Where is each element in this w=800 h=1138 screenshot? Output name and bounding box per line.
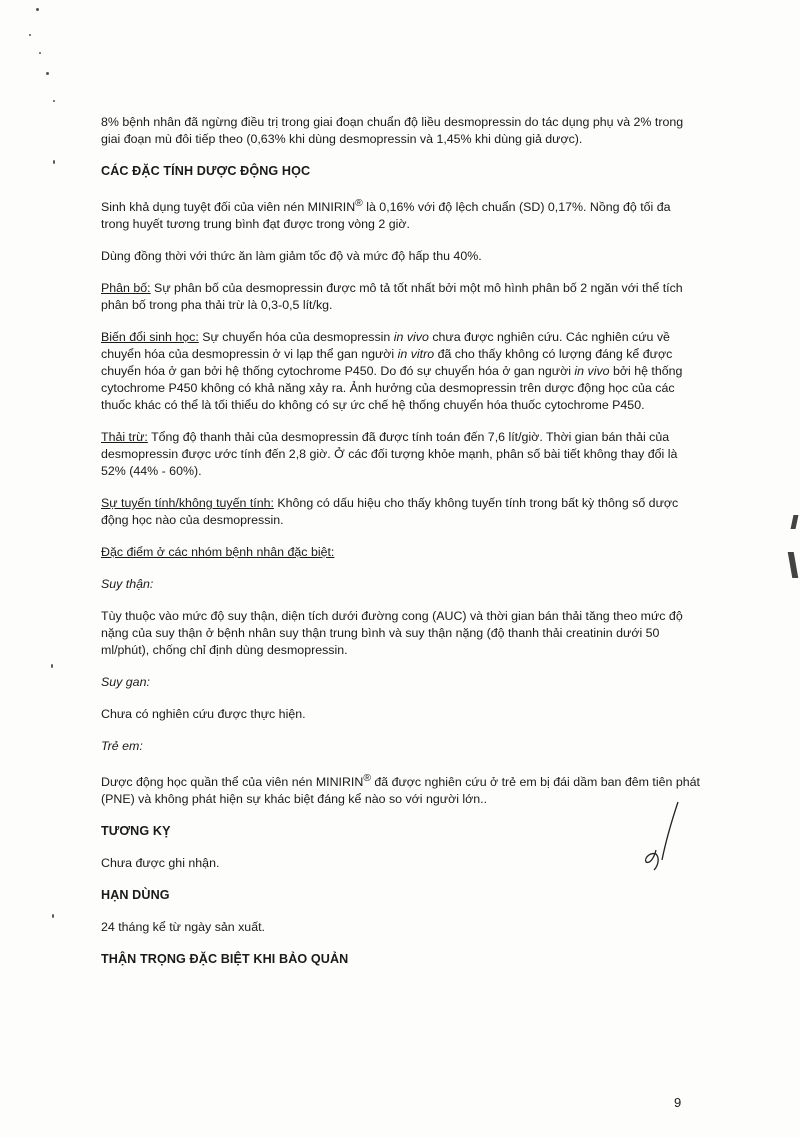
shelf-life-text: 24 tháng kể từ ngày sản xuất.	[101, 920, 265, 935]
scan-edge-mark	[788, 552, 799, 578]
special-groups-label: Đặc điểm ở các nhóm bệnh nhân đặc biệt:	[101, 545, 335, 560]
page-number: 9	[674, 1095, 682, 1110]
bioavailability-paragraph: Sinh khả dụng tuyệt đối của viên nén MINIRIN® là 0,16% với độ lệch chuẩn (SD) 0,17%. Nồng độ tối đa trong huyết tương trung bình đạt được trong vòng 2 giờ.	[101, 198, 671, 232]
incompatibility-text: Chưa được ghi nhận.	[101, 856, 220, 871]
scan-speck	[29, 34, 31, 36]
linearity-label: Sự tuyến tính/không tuyến tính:	[101, 496, 274, 511]
children-title: Trẻ em:	[101, 739, 143, 754]
scan-speck	[52, 914, 54, 918]
elimination-paragraph: Thải trừ: Tổng độ thanh thải của desmopressin đã được tính toán đến 7,6 lít/giờ. Thời gian bán thải của desmopressin được ước tính đến 2,8 giờ. Ở các đối tượng khỏe mạnh, phân số bài tiết không thay đổi là 52% (44% - 60%).	[101, 430, 678, 479]
storage-heading: THẬN TRỌNG ĐẶC BIỆT KHI BẢO QUẢN	[101, 952, 349, 967]
scan-speck	[53, 160, 55, 164]
hepatic-paragraph: Chưa có nghiên cứu được thực hiện.	[101, 707, 306, 722]
pharmacokinetics-heading: CÁC ĐẶC TÍNH DƯỢC ĐỘNG HỌC	[101, 164, 311, 178]
children-paragraph: Dược động học quần thể của viên nén MINIRIN® đã được nghiên cứu ở trẻ em bị đái dầm ban đêm tiên phát (PNE) và không phát hiện sự khác biệt đáng kể nào so với người lớn..	[101, 773, 700, 807]
food-effect-paragraph: Dùng đồng thời với thức ăn làm giảm tốc độ và mức độ hấp thu 40%.	[101, 249, 482, 264]
metabolism-paragraph: Biến đổi sinh học: Sự chuyển hóa của desmopressin in vivo chưa được nghiên cứu. Các nghiên cứu về chuyển hóa của desmopressin ở vi lạp thể gan người in vitro đã cho thấy không có lượng đáng kể được chuyển hóa ở gan bởi hệ thống cytochrome P450. Do đó sự chuyển hóa ở gan người in vivo bởi hệ thống cytochrome P450 không có khả năng xảy ra. Ảnh hưởng của desmopressin trên dược động học của các thuốc khác có thể là tối thiểu do không có sự ức chế hệ thống chuyển hóa thuốc cytochrome P450.	[101, 330, 683, 413]
hepatic-title: Suy gan:	[101, 675, 150, 690]
incompatibility-heading: TƯƠNG KỴ	[101, 824, 171, 839]
distribution-paragraph: Phân bố: Sự phân bố của desmopressin được mô tả tốt nhất bởi một mô hình phân bố 2 ngăn với thể tích phân bố trong pha thải trừ là 0,3-0,5 lít/kg.	[101, 281, 683, 313]
scan-speck	[53, 100, 55, 102]
distribution-label: Phân bố:	[101, 281, 151, 296]
elimination-label: Thải trừ:	[101, 430, 148, 445]
metabolism-label: Biến đổi sinh học:	[101, 330, 199, 345]
scan-speck	[36, 8, 39, 11]
intro-paragraph: 8% bệnh nhân đã ngừng điều trị trong giai đoạn chuẩn độ liều desmopressin do tác dụng phụ và 2% trong giai đoạn mù đôi tiếp theo (0,63% khi dùng desmopressin và 1,45% khi dùng giả dược).	[101, 115, 684, 146]
shelf-life-heading: HẠN DÙNG	[101, 888, 170, 903]
scan-speck	[39, 52, 41, 54]
linearity-paragraph: Sự tuyến tính/không tuyến tính: Không có dấu hiệu cho thấy không tuyến tính trong bất kỳ thông số dược động học nào của desmopressin.	[101, 496, 679, 528]
document-page	[101, 114, 701, 983]
scan-edge-mark	[791, 515, 799, 529]
scan-speck	[51, 664, 53, 668]
renal-paragraph: Tùy thuộc vào mức độ suy thận, diện tích dưới đường cong (AUC) và thời gian bán thải tăng theo mức độ nặng của suy thận ở bệnh nhân suy thận trung bình và suy thận nặng (độ thanh thải creatinin dưới 50 ml/phút), chống chỉ định dùng desmopressin.	[101, 609, 683, 658]
scan-speck	[46, 72, 49, 75]
renal-title: Suy thận:	[101, 577, 154, 592]
